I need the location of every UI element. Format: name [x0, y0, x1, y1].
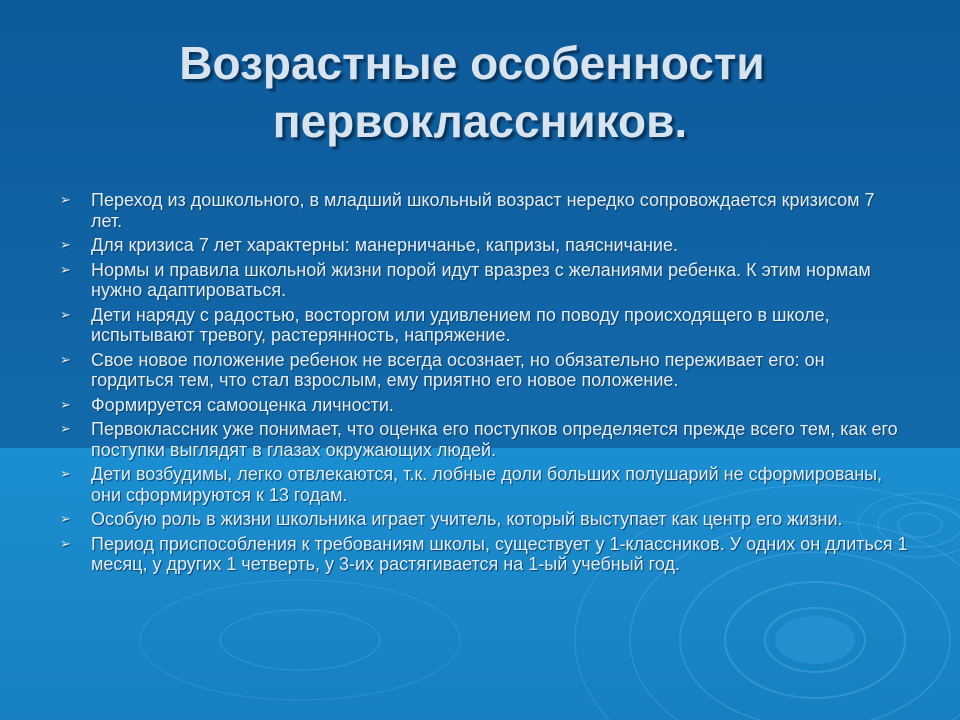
bullet-item — [60, 509, 910, 530]
bullet-item — [60, 305, 910, 346]
arrow-bullet-icon: ➢ — [60, 396, 71, 412]
arrow-bullet-icon: ➢ — [60, 511, 71, 526]
arrow-bullet-icon: ➢ — [60, 466, 71, 481]
bullet-text: Дети возбудимы, легко отвлекаются, т.к. лобные доли больших полушарий не сформированы, они сформируются к 13 годам. — [91, 464, 883, 505]
bullet-list — [60, 190, 910, 579]
bullet-text: Первоклассник уже понимает, что оценка его поступков определяется прежде всего тем, как его поступки выглядят в глазах окружающих людей. — [91, 419, 898, 460]
arrow-bullet-icon: ➢ — [60, 351, 71, 367]
bullet-item — [60, 190, 910, 231]
bullet-item — [60, 395, 910, 416]
bullet-text: Особую роль в жизни школьника играет учитель, который выступает как центр его жизни. — [91, 509, 843, 529]
bullet-text: Дети наряду с радостью, восторгом или удивлением по поводу происходящего в школе, испытывают тревогу, растерянность, напряжение. — [91, 304, 830, 345]
arrow-bullet-icon: ➢ — [60, 237, 71, 252]
arrow-bullet-icon: ➢ — [60, 306, 71, 322]
bullet-item — [60, 419, 910, 460]
arrow-bullet-icon: ➢ — [60, 261, 71, 277]
arrow-bullet-icon: ➢ — [60, 192, 71, 207]
bullet-text: Период приспособления к требованиям школы, существует у 1-классников. У одних он длиться 1 месяц, у других 1 четверть, у 3-их растягивается на 1-ый учебный год. — [91, 533, 908, 574]
bullet-item — [60, 235, 910, 256]
arrow-bullet-icon: ➢ — [60, 535, 71, 551]
bullet-item — [60, 350, 910, 391]
slide-title — [60, 34, 900, 150]
slide-title-line-2: первоклассников. — [272, 95, 688, 147]
bullet-text: Формируется самооценка личности. — [91, 394, 394, 415]
bullet-item — [60, 464, 910, 505]
bullet-text: Нормы и правила школьной жизни порой идут вразрез с желаниями ребенка. К этим нормам нужно адаптироваться. — [91, 259, 871, 300]
arrow-bullet-icon: ➢ — [60, 421, 71, 436]
bullet-text: Переход из дошкольного, в младший школьный возраст нередко сопровождается кризисом 7 лет. — [91, 190, 875, 231]
bullet-text: Свое новое положение ребенок не всегда осознает, но обязательно переживает его: он гордиться тем, что стал взрослым, ему приятно его новое положение. — [91, 349, 825, 390]
slide-title-line-1: Возрастные особенности — [179, 37, 765, 89]
bullet-item — [60, 534, 910, 575]
bullet-item — [60, 260, 910, 301]
bullet-text: Для кризиса 7 лет характерны: манерничанье, капризы, паясничание. — [91, 235, 678, 255]
